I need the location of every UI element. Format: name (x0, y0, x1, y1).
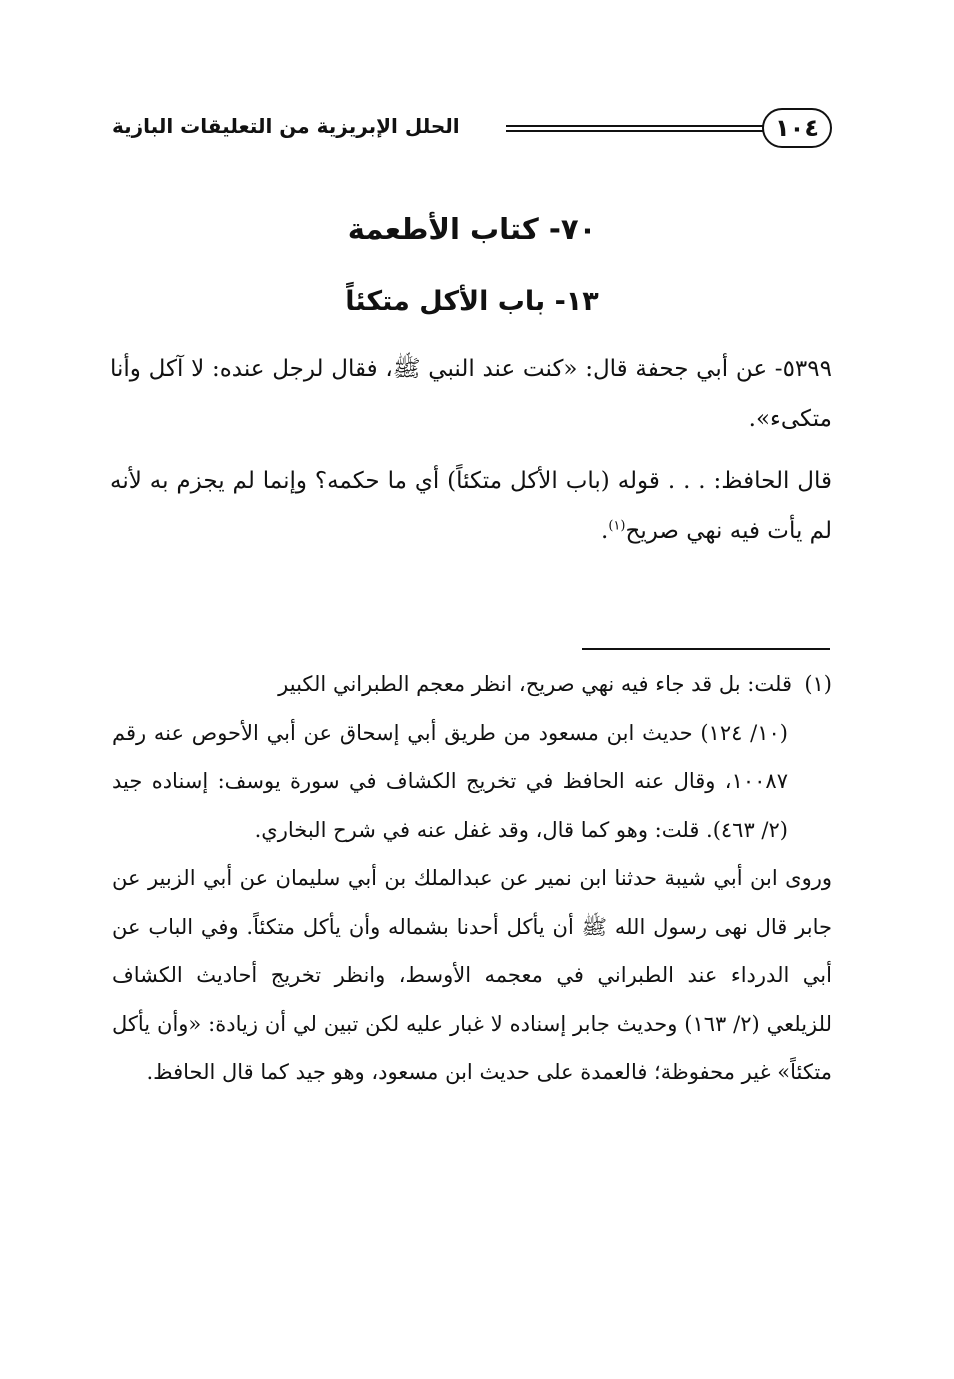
header-double-rule (506, 125, 764, 132)
running-header (112, 106, 832, 156)
footnotes (112, 660, 832, 1097)
footnote-reference[interactable]: (١) (608, 518, 626, 534)
chapter-title: ١٣- باب الأكل متكئاً (345, 286, 599, 317)
commentary-text: قال الحافظ: . . . قوله (باب الأكل متكئاً) أي ما حكمه؟ وإنما لم يجزم به لأنه لم يأت فيه نهي صريح (110, 468, 832, 544)
footnote-separator (582, 648, 830, 650)
commentary-end: . (601, 518, 609, 544)
commentary-paragraph (110, 456, 832, 556)
book-title: ٧٠- كتاب الأطعمة (347, 212, 597, 246)
footnote-1-body: (١٠/ ١٢٤) حديث ابن مسعود من طريق أبي إسحاق عن أبي الأحوص عنه رقم ١٠٠٨٧، وقال عنه الحافظ في تخريج الكشاف في سورة يوسف: إسناده جيد (٢/ ٤٦٣). قلت: وهو كما قال، وقد غفل عنه في شرح البخاري. (112, 720, 788, 842)
footnote-1-lead: قلت: بل قد جاء فيه نهي صريح، انظر معجم الطبراني الكبير (278, 672, 792, 696)
page-number: ١٠٤ (762, 108, 832, 148)
footnote-1-first-line (112, 660, 832, 709)
hadith-text (110, 344, 832, 444)
footnote-1-second-paragraph: وروى ابن أبي شيبة حدثنا ابن نمير عن عبدالملك بن أبي سليمان عن أبي الزبير عن جابر قال نهى رسول الله ﷺ أن يأكل أحدنا بشماله وأن يأكل متكئاً. وفي الباب عن أبي الدرداء عند الطبراني في معجمه الأوسط، وانظر تخريج أحاديث الكشاف للزيلعي (٢/ ١٦٣) وحديث جابر إسناده لا غبار عليه لكن تبين لي أن زيادة: «وأن يأكل متكئاً» غير محفوظة؛ فالعمدة على حديث ابن مسعود، وهو جيد كما قال الحافظ. (112, 866, 832, 1084)
footnote-marker: (١) (804, 672, 832, 696)
running-title: الحلل الإبريزية من التعليقات البازية (112, 114, 460, 138)
hadith-paragraph: ٥٣٩٩- عن أبي جحفة قال: «كنت عند النبي ﷺ، فقال لرجل عنده: لا آكل وأنا متكىء». (110, 356, 832, 432)
commentary-block (110, 456, 832, 556)
